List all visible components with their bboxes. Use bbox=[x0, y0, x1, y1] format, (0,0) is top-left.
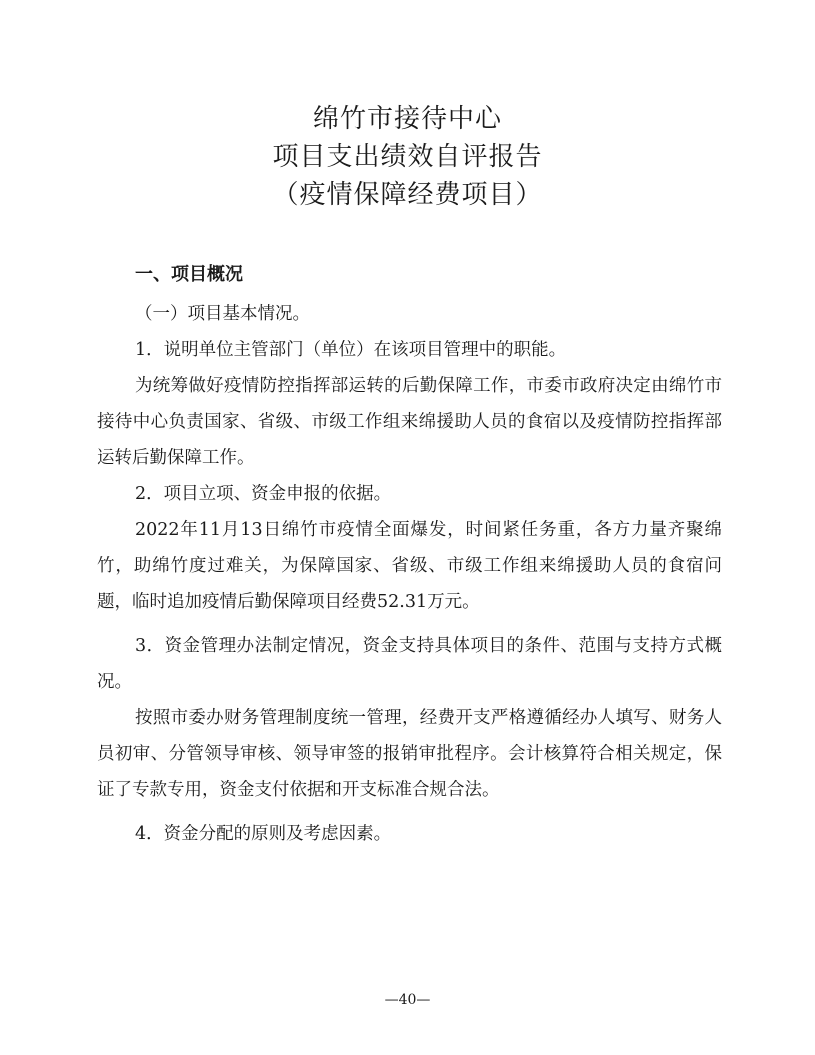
report-body bbox=[97, 262, 722, 852]
item-2-body: 2022年11月13日绵竹市疫情全面爆发，时间紧任务重，各方力量齐聚绵竹，助绵竹度过难关，为保障国家、省级、市级工作组来绵援助人员的食宿问题，临时追加疫情后勤保障项目经费52.31万元。 bbox=[97, 520, 722, 612]
item-3-body: 按照市委办财务管理制度统一管理，经费开支严格遵循经办人填写、财务人员初审、分管领导审核、领导审签的报销审批程序。会计核算符合相关规定，保证了专款专用，资金支付依据和开支标准合规合法。 bbox=[97, 708, 722, 800]
item-2-heading: 2．项目立项、资金申报的依据。 bbox=[135, 484, 392, 504]
report-title bbox=[0, 100, 815, 214]
title-line-1: 绵竹市接待中心 bbox=[312, 104, 502, 134]
item-4-heading: 4．资金分配的原则及考虑因素。 bbox=[135, 824, 392, 844]
item-3-heading: 3．资金管理办法制定情况，资金支持具体项目的条件、范围与支持方式概况。 bbox=[97, 636, 722, 692]
page-number: —40— bbox=[384, 992, 431, 1008]
item-1-body: 为统筹做好疫情防控指挥部运转的后勤保障工作，市委市政府决定由绵竹市接待中心负责国家、省级、市级工作组来绵援助人员的食宿以及疫情防控指挥部运转后勤保障工作。 bbox=[97, 376, 722, 468]
title-line-3: （疫情保障经费项目） bbox=[272, 180, 543, 210]
item-1-heading: 1．说明单位主管部门（单位）在该项目管理中的职能。 bbox=[135, 340, 567, 360]
title-line-2: 项目支出绩效自评报告 bbox=[272, 142, 543, 172]
section-heading: 一、项目概况 bbox=[135, 264, 243, 285]
subsection-heading: （一）项目基本情况。 bbox=[135, 304, 310, 324]
